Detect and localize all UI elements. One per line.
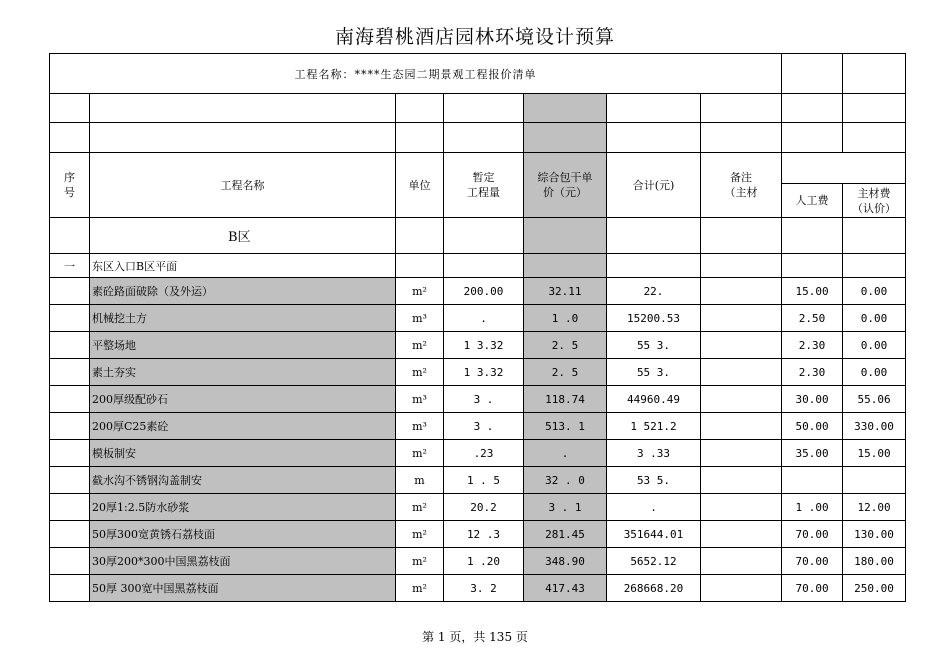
item-total: . [607, 494, 701, 521]
table-row [50, 332, 906, 359]
project-title: 工程名称：****生态园二期景观工程报价清单 [50, 54, 782, 94]
empty-cell [444, 94, 524, 123]
item-name: 50厚300宽黄锈石荔枝面 [90, 521, 396, 548]
item-name: 平整场地 [90, 332, 396, 359]
table-row [50, 359, 906, 386]
empty-cell [843, 254, 906, 278]
item-unit: m² [396, 278, 444, 305]
item-qty: 1 .20 [444, 548, 524, 575]
empty-cell [607, 94, 701, 123]
item-material: 15.00 [843, 440, 906, 467]
empty-cell [701, 218, 782, 254]
item-unit: m² [396, 440, 444, 467]
item-total: 351644.01 [607, 521, 701, 548]
item-remark [701, 521, 782, 548]
item-labor: 70.00 [782, 521, 843, 548]
table-row [50, 386, 906, 413]
table-row [50, 467, 906, 494]
empty-cell [90, 123, 396, 153]
item-qty: .23 [444, 440, 524, 467]
item-unit-price: 281.45 [524, 521, 607, 548]
item-material [843, 467, 906, 494]
item-unit: m² [396, 332, 444, 359]
item-unit: m [396, 467, 444, 494]
item-remark [701, 413, 782, 440]
table-row [50, 575, 906, 602]
row-seq [50, 548, 90, 575]
item-qty: 12 .3 [444, 521, 524, 548]
item-remark [701, 548, 782, 575]
row-seq [50, 386, 90, 413]
item-remark [701, 386, 782, 413]
item-labor: 35.00 [782, 440, 843, 467]
item-remark [701, 440, 782, 467]
item-qty: 3 . [444, 413, 524, 440]
header-material: 主材费 （认价） [843, 184, 906, 218]
header-qty: 暂定 工程量 [444, 153, 524, 218]
header-total: 合计(元) [607, 153, 701, 218]
item-unit-price: 32.11 [524, 278, 607, 305]
item-material: 0.00 [843, 278, 906, 305]
item-total: 55 3. [607, 332, 701, 359]
header-labor: 人工费 [782, 184, 843, 218]
empty-cell [524, 123, 607, 153]
item-unit-price: 32 . 0 [524, 467, 607, 494]
item-name: 素砼路面破除（及外运） [90, 278, 396, 305]
item-total: 5652.12 [607, 548, 701, 575]
row-seq [50, 494, 90, 521]
item-total: 55 3. [607, 359, 701, 386]
item-unit-price: . [524, 440, 607, 467]
item-unit: m³ [396, 386, 444, 413]
item-name: 200厚级配砂石 [90, 386, 396, 413]
table-row [50, 548, 906, 575]
row-seq [50, 467, 90, 494]
item-unit: m² [396, 575, 444, 602]
empty-cell [90, 94, 396, 123]
item-material: 0.00 [843, 359, 906, 386]
page-footer: 第 1 页，共 135 页 [422, 630, 528, 644]
section-seq: 一 [50, 254, 90, 278]
item-unit-price: 2. 5 [524, 332, 607, 359]
item-total: 3 .33 [607, 440, 701, 467]
document-title: 南海碧桃酒店园林环境设计预算 [334, 26, 615, 48]
row-seq [50, 305, 90, 332]
section-name: 东区入口B区平面 [90, 254, 396, 278]
item-qty: 1 3.32 [444, 359, 524, 386]
row-seq [50, 332, 90, 359]
header-name: 工程名称 [90, 153, 396, 218]
item-labor: 2.30 [782, 332, 843, 359]
item-material: 180.00 [843, 548, 906, 575]
empty-cell [782, 218, 843, 254]
item-total: 1 521.2 [607, 413, 701, 440]
item-material: 55.06 [843, 386, 906, 413]
item-qty: 3 . [444, 386, 524, 413]
item-material: 0.00 [843, 332, 906, 359]
item-total: 44960.49 [607, 386, 701, 413]
table-row [50, 413, 906, 440]
item-qty: 3. 2 [444, 575, 524, 602]
table-row [50, 440, 906, 467]
item-unit-price: 417.43 [524, 575, 607, 602]
empty-cell [524, 94, 607, 123]
item-labor: 70.00 [782, 575, 843, 602]
empty-cell [396, 94, 444, 123]
item-qty: 1 3.32 [444, 332, 524, 359]
item-name: 截水沟不锈钢沟盖制安 [90, 467, 396, 494]
item-labor: 50.00 [782, 413, 843, 440]
item-name: 200厚C25素砼 [90, 413, 396, 440]
item-unit-price: 118.74 [524, 386, 607, 413]
item-remark [701, 494, 782, 521]
item-qty: . [444, 305, 524, 332]
item-total: 53 5. [607, 467, 701, 494]
zone-label: B区 [90, 218, 396, 254]
row-seq [50, 413, 90, 440]
empty-cell [524, 254, 607, 278]
item-unit: m³ [396, 305, 444, 332]
empty-cell [607, 254, 701, 278]
empty-cell [782, 54, 843, 94]
item-labor [782, 467, 843, 494]
item-name: 机械挖土方 [90, 305, 396, 332]
empty-cell [50, 94, 90, 123]
item-labor: 70.00 [782, 548, 843, 575]
empty-cell [843, 94, 906, 123]
empty-cell [607, 218, 701, 254]
table-row [50, 521, 906, 548]
empty-cell [444, 123, 524, 153]
row-seq [50, 521, 90, 548]
item-unit-price: 3 . 1 [524, 494, 607, 521]
empty-cell [843, 54, 906, 94]
empty-cell [444, 254, 524, 278]
empty-cell [843, 218, 906, 254]
item-unit-price: 2. 5 [524, 359, 607, 386]
item-qty: 20.2 [444, 494, 524, 521]
empty-cell [782, 254, 843, 278]
empty-cell [396, 254, 444, 278]
item-material: 0.00 [843, 305, 906, 332]
item-name: 模板制安 [90, 440, 396, 467]
item-unit: m³ [396, 413, 444, 440]
empty-cell [701, 94, 782, 123]
item-total: 22. [607, 278, 701, 305]
empty-cell [843, 123, 906, 153]
item-name: 20厚1:2.5防水砂浆 [90, 494, 396, 521]
item-remark [701, 575, 782, 602]
item-remark [701, 305, 782, 332]
quote-table [49, 53, 906, 602]
header-remark: 备注 （主材 [701, 153, 782, 218]
item-unit-price: 513. 1 [524, 413, 607, 440]
item-total: 15200.53 [607, 305, 701, 332]
row-seq [50, 278, 90, 305]
item-remark [701, 359, 782, 386]
empty-cell [50, 123, 90, 153]
row-seq [50, 575, 90, 602]
header-unit-price: 综合包干单 价（元） [524, 153, 607, 218]
item-labor: 30.00 [782, 386, 843, 413]
header-unit: 单位 [396, 153, 444, 218]
empty-cell [396, 218, 444, 254]
table-row [50, 494, 906, 521]
empty-cell [50, 218, 90, 254]
item-labor: 15.00 [782, 278, 843, 305]
item-name: 30厚200*300中国黑荔枝面 [90, 548, 396, 575]
item-material: 250.00 [843, 575, 906, 602]
item-total: 268668.20 [607, 575, 701, 602]
item-name: 50厚 300宽中国黑荔枝面 [90, 575, 396, 602]
item-remark [701, 332, 782, 359]
empty-cell [444, 218, 524, 254]
empty-cell [782, 123, 843, 153]
item-unit: m² [396, 521, 444, 548]
item-unit: m² [396, 494, 444, 521]
row-seq [50, 359, 90, 386]
item-unit-price: 1 .0 [524, 305, 607, 332]
item-unit-price: 348.90 [524, 548, 607, 575]
item-name: 素土夯实 [90, 359, 396, 386]
item-material: 12.00 [843, 494, 906, 521]
empty-cell [396, 123, 444, 153]
item-labor: 2.30 [782, 359, 843, 386]
row-seq [50, 440, 90, 467]
item-qty: 200.00 [444, 278, 524, 305]
item-qty: 1 . 5 [444, 467, 524, 494]
empty-cell [701, 254, 782, 278]
table-row [50, 278, 906, 305]
empty-cell [701, 123, 782, 153]
item-remark [701, 278, 782, 305]
table-row [50, 305, 906, 332]
empty-cell [782, 94, 843, 123]
empty-cell [607, 123, 701, 153]
header-group [782, 153, 906, 184]
empty-cell [524, 218, 607, 254]
item-labor: 2.50 [782, 305, 843, 332]
item-unit: m² [396, 548, 444, 575]
item-material: 130.00 [843, 521, 906, 548]
item-labor: 1 .00 [782, 494, 843, 521]
header-seq: 序 号 [50, 153, 90, 218]
item-remark [701, 467, 782, 494]
item-unit: m² [396, 359, 444, 386]
item-material: 330.00 [843, 413, 906, 440]
